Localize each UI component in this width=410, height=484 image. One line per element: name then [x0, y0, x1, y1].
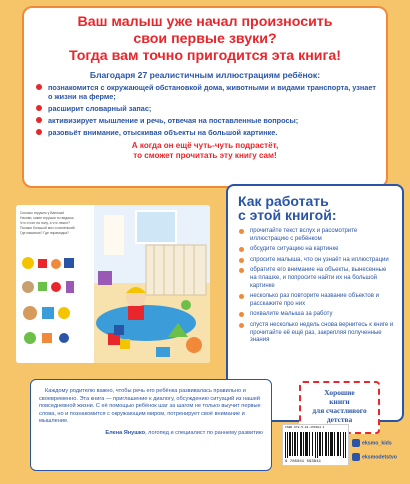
headline — [34, 14, 376, 65]
bullet-icon — [239, 294, 244, 299]
how-to-steps — [238, 228, 394, 345]
benefit-item — [36, 116, 376, 125]
step-text: несколько раз повторите название объектов и расскажите про них — [250, 293, 379, 307]
stamp-line-3: для счастливого — [312, 406, 367, 415]
social-detstvo[interactable] — [352, 453, 397, 461]
social-handle: eksmodetstvo — [362, 454, 397, 461]
headline-line-2: свои первые звуки? — [133, 31, 277, 47]
social-handle: eksmo_kids — [362, 440, 392, 447]
bullet-icon — [36, 105, 42, 111]
benefit-item — [36, 83, 376, 101]
stamp-line-1: Хорошие — [324, 388, 355, 397]
benefits-list — [34, 83, 376, 137]
how-to-step — [238, 293, 394, 308]
closing-text — [34, 141, 376, 161]
isbn-text: ISBN 978-5-04-159384-1 — [285, 426, 325, 429]
sample-page-illustration — [16, 205, 210, 363]
sample-text-line: Покажи большой мяч и маленький. — [20, 225, 76, 230]
stamp-line-2: книги — [329, 397, 350, 406]
benefit-item — [36, 128, 376, 137]
benefit-text: расширит словарный запас; — [48, 104, 152, 113]
benefit-text: познакомится с окружающей обстановкой дома, животными и видами транспорта, узнает о жизни на ферме; — [48, 83, 376, 101]
how-to-title: Как работать с этой книгой: — [238, 193, 337, 223]
intro-text: Благодаря 27 реалистичным иллюстрациям ребёнок: — [89, 70, 321, 80]
bullet-icon — [36, 117, 42, 123]
how-to-step — [238, 311, 394, 319]
how-to-step — [238, 322, 394, 345]
bullet-icon — [36, 84, 42, 90]
how-to-step — [238, 267, 394, 290]
step-text: спустя несколько недель снова вернитесь к книге и прочитайте её ещё раз, закрепляя полученные знания — [250, 321, 394, 344]
sample-text-line: Сколько игрушек у Ванюши! — [20, 211, 65, 215]
step-text: обратите его внимание на объекты, вынесенные на плашке, и попросите найти их на большой картинке — [250, 267, 387, 289]
how-to-step — [238, 257, 394, 265]
headline-line-1: Ваш малыш уже начал произносить — [77, 14, 333, 30]
barcode-bars — [285, 432, 348, 458]
social-icon — [352, 439, 360, 447]
bullet-icon — [36, 129, 42, 135]
social-kids[interactable] — [352, 439, 392, 447]
benefit-item — [36, 104, 376, 113]
step-text: прочитайте текст вслух и рассмотрите иллюстрацию с ребёнком — [250, 228, 358, 242]
benefit-text: разовьёт внимание, отыскивая объекты на большой картинке. — [48, 128, 278, 137]
headline-line-3: Тогда вам точно пригодится эта книга! — [68, 48, 342, 64]
bullet-icon — [239, 247, 244, 252]
sample-text-line: Назови, какие игрушки ты видишь. — [20, 215, 75, 220]
bullet-icon — [239, 323, 244, 328]
stamp-line-4: детства — [326, 415, 353, 424]
bullet-icon — [239, 258, 244, 263]
author-message-panel — [30, 379, 272, 471]
social-icon — [352, 453, 360, 461]
bullet-icon — [239, 268, 244, 273]
sample-text-line: Что стоит на полу, а что лежит? — [20, 220, 71, 225]
isbn-barcode — [282, 424, 349, 466]
benefit-text: активизирует мышление и речь, отвечая на поставленные вопросы; — [48, 116, 299, 125]
author-role: , логопед и специалист по раннему развитию — [145, 429, 263, 436]
how-to-step — [238, 246, 394, 254]
how-to-step — [238, 228, 394, 243]
step-text: обсудите ситуацию на картинке — [250, 246, 339, 253]
top-panel — [22, 6, 388, 188]
step-text: спросите малыша, что он узнаёт на иллюстрации — [250, 256, 389, 263]
author-name: Елена Янушко — [105, 429, 146, 436]
barcode-number: 9 785041 593841 — [285, 460, 322, 464]
bullet-icon — [239, 229, 244, 234]
sample-page-text — [20, 211, 92, 236]
closing-line-1: А когда он ещё чуть-чуть подрастёт, — [131, 141, 279, 150]
closing-line-2: то сможет прочитать эту книгу сам! — [133, 151, 277, 160]
message-signature — [39, 430, 263, 437]
bullet-icon — [239, 312, 244, 317]
message-body: Каждому родителю важно, чтобы речь его ребёнка развивалась правильно и своевременно. Эта книга — приглашение к диалогу, обсуждению ситуаций из нашей повседневной жизни. С её помощью ребёнок шаг за шагом не только выучит первые слова, но и познакомится с окружающим миром, потренирует своё внимание и мышление. — [39, 388, 261, 425]
step-text: похвалите малыша за работу — [250, 311, 333, 318]
sample-text-line: Где машинка? Где пирамидка? — [20, 230, 69, 235]
